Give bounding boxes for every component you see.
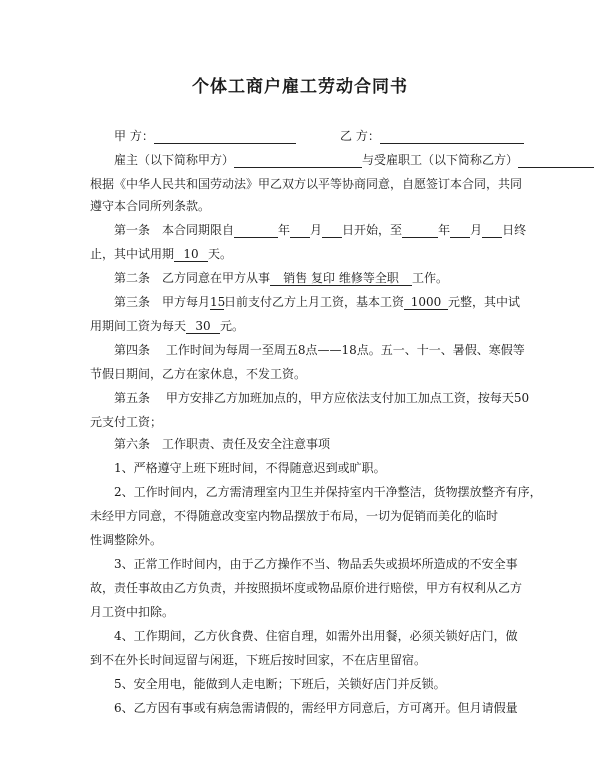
item-3-line-1: 3、正常工作时间内，由于乙方操作不当、物品丢失或损坏所造成的不安全事	[114, 557, 518, 571]
party-a-blank[interactable]	[154, 129, 296, 144]
trial-wage-value[interactable]: 30	[186, 319, 220, 334]
item-4-line-1: 4、工作期间，乙方伙食费、住宿自理，如需外出用餐，必须关锁好店门，做	[114, 629, 518, 643]
item-2-line-2: 未经甲方同意，不得随意改变室内物品摆放于布局，一切为促销而美化的临时	[90, 509, 499, 523]
article-5-line-2: 元支付工资；	[90, 415, 163, 429]
article-4-line-2: 节假日期间，乙方在家休息，不发工资。	[90, 367, 307, 381]
article-2-line	[114, 270, 448, 286]
base-wage-text: 日前支付乙方上月工资，基本工资	[224, 295, 405, 309]
year-label: 年	[278, 223, 291, 237]
party-b-label: 乙 方：	[340, 129, 380, 143]
base-wage-unit: 元整，其中试	[448, 295, 521, 309]
article-1-line-1	[114, 222, 526, 238]
item-1: 1、严格遵守上班下班时间，不得随意迟到或旷职。	[114, 461, 386, 475]
intro-line-2: 遵守本合同所列条款。	[90, 199, 211, 213]
month-label-2: 月	[470, 223, 483, 237]
item-3-line-2: 故，责任事故由乙方负责，并按照损坏度或物品原价进行赔偿，甲方有权利从乙方	[90, 581, 523, 595]
article-2-text: 第二条 乙方同意在甲方从事	[114, 271, 271, 285]
trial-period-text: 止，其中试用期	[90, 247, 175, 261]
start-year-blank[interactable]	[234, 223, 278, 238]
article-3-line-2	[90, 318, 244, 334]
party-b-blank[interactable]	[380, 129, 524, 144]
base-wage-value[interactable]: 1000	[404, 295, 448, 310]
employer-line	[114, 152, 594, 168]
article-6-title: 第六条 工作职责、责任及安全注意事项	[114, 437, 331, 451]
year-label-2: 年	[438, 223, 451, 237]
start-month-blank[interactable]	[290, 223, 310, 238]
article-5-line-1: 第五条 甲方安排乙方加班加点的，甲方应依法支付加工加点工资，按每天50	[114, 391, 530, 405]
item-2-line-3: 性调整除外。	[90, 533, 163, 547]
item-3-line-3: 月工资中扣除。	[90, 605, 175, 619]
employer-name-blank[interactable]	[234, 153, 362, 168]
pay-day-value[interactable]: 15	[210, 295, 226, 309]
employer-prefix: 雇主（以下简称甲方）	[114, 153, 235, 167]
employer-mid: 与受雇职工（以下简称乙方）	[362, 153, 519, 167]
job-description-value[interactable]: 销售 复印 维修等全职	[270, 271, 412, 286]
article-2-end: 工作。	[412, 271, 449, 285]
item-4-line-2: 到不在外长时间逗留与闲逛，下班后按时回家，不在店里留宿。	[90, 653, 427, 667]
party-a-line	[114, 128, 296, 144]
party-b-line	[340, 128, 524, 144]
article-4-line-1: 第四条 工作时间为每周一至周五8点——18点。五一、十一、暑假、寒假等	[114, 343, 525, 357]
article-3-text: 第三条 甲方每月	[114, 295, 211, 309]
day-end-label: 日终	[502, 223, 527, 237]
trial-wage-text: 用期间工资为每天	[90, 319, 187, 333]
start-day-blank[interactable]	[322, 223, 342, 238]
article-1-line-2	[90, 246, 232, 262]
days-unit: 天。	[208, 247, 233, 261]
item-5: 5、安全用电，能做到人走电断；下班后，关锁好店门并反锁。	[114, 677, 446, 691]
item-2-line-1: 2、工作时间内，乙方需清理室内卫生并保持室内干净整洁，货物摆放整齐有序，	[114, 485, 542, 499]
document-title: 个体工商户雇工劳动合同书	[192, 77, 408, 97]
intro-line-1: 根据《中华人民共和国劳动法》甲乙双方以平等协商同意，自愿签订本合同，共同	[90, 177, 523, 191]
end-year-blank[interactable]	[402, 223, 438, 238]
item-6: 6、乙方因有事或有病急需请假的，需经甲方同意后，方可离开。但月请假量	[114, 701, 518, 715]
end-month-blank[interactable]	[450, 223, 470, 238]
end-day-blank[interactable]	[482, 223, 502, 238]
employee-name-blank[interactable]	[518, 153, 594, 168]
party-a-label: 甲 方：	[114, 129, 154, 143]
day-start-label: 日开始，至	[342, 223, 403, 237]
trial-wage-unit: 元。	[220, 319, 245, 333]
month-label: 月	[310, 223, 323, 237]
trial-days-value[interactable]: 10	[174, 247, 208, 262]
article-1-text: 第一条 本合同期限自	[114, 223, 235, 237]
article-3-line-1	[114, 294, 520, 310]
